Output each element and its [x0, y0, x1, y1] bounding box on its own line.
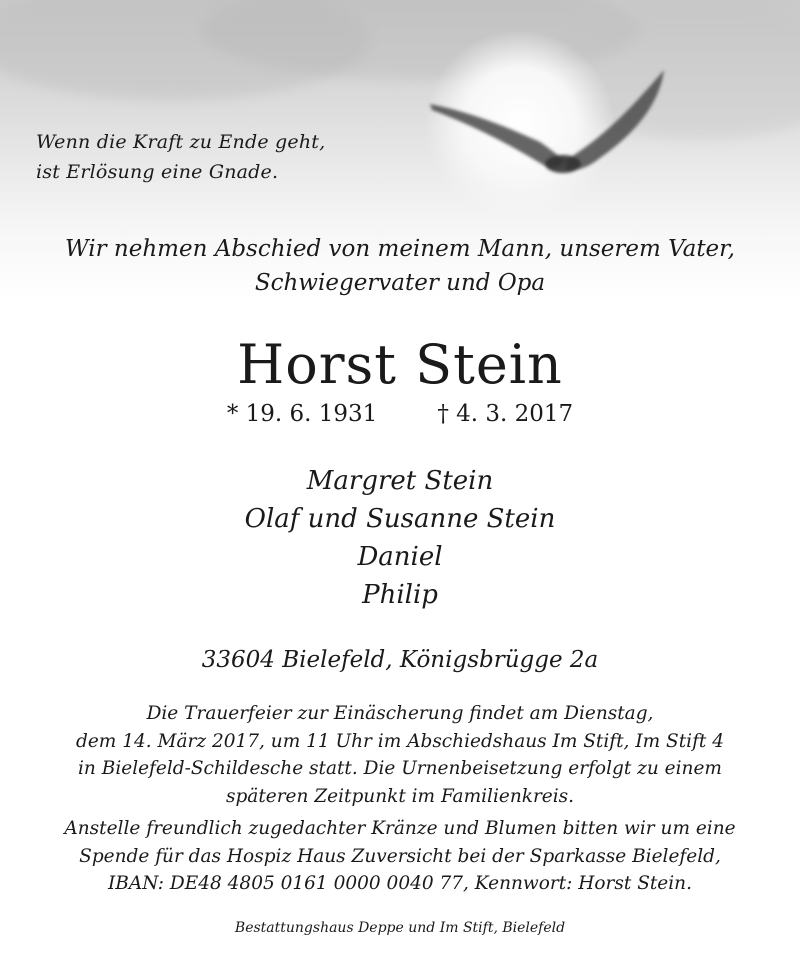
family-member: Daniel: [357, 542, 443, 572]
family-member: Olaf und Susanne Stein: [244, 504, 556, 534]
birth-date: * 19. 6. 1931: [226, 401, 378, 427]
intro-line: Schwiegervater und Opa: [254, 270, 546, 296]
funeral-home-credit: Bestattungshaus Deppe und Im Stift, Bielefeld: [234, 920, 566, 936]
family-member: Margret Stein: [306, 466, 494, 496]
family-member: Philip: [362, 580, 438, 610]
quote-line: ist Erlösung eine Gnade.: [36, 161, 279, 183]
family-members: [0, 462, 800, 614]
intro-text: [0, 232, 800, 300]
opening-quote: [36, 127, 325, 187]
family-address: 33604 Bielefeld, Königsbrügge 2a: [201, 647, 599, 673]
death-date: † 4. 3. 2017: [437, 401, 574, 427]
service-line: Die Trauerfeier zur Einäscherung findet am Dienstag,: [146, 703, 654, 724]
service-line: späteren Zeitpunkt im Familienkreis.: [225, 785, 575, 807]
deceased-name: Horst Stein: [237, 333, 563, 396]
funeral-service-info: [0, 700, 800, 810]
life-dates: [0, 398, 800, 430]
donation-line: Spende für das Hospiz Haus Zuversicht bei der Sparkasse Bielefeld,: [79, 845, 721, 867]
quote-line: Wenn die Kraft zu Ende geht,: [36, 131, 326, 153]
donation-request: [0, 815, 800, 898]
donation-line: IBAN: DE48 4805 0161 0000 0040 77, Kennwort: Horst Stein.: [108, 873, 692, 894]
intro-line: Wir nehmen Abschied von meinem Mann, unserem Vater,: [65, 236, 735, 262]
donation-line: Anstelle freundlich zugedachter Kränze und Blumen bitten wir um eine: [64, 818, 736, 839]
service-line: dem 14. März 2017, um 11 Uhr im Abschiedshaus Im Stift, Im Stift 4: [75, 730, 725, 752]
service-line: in Bielefeld-Schildesche statt. Die Urnenbeisetzung erfolgt zu einem: [78, 758, 722, 779]
